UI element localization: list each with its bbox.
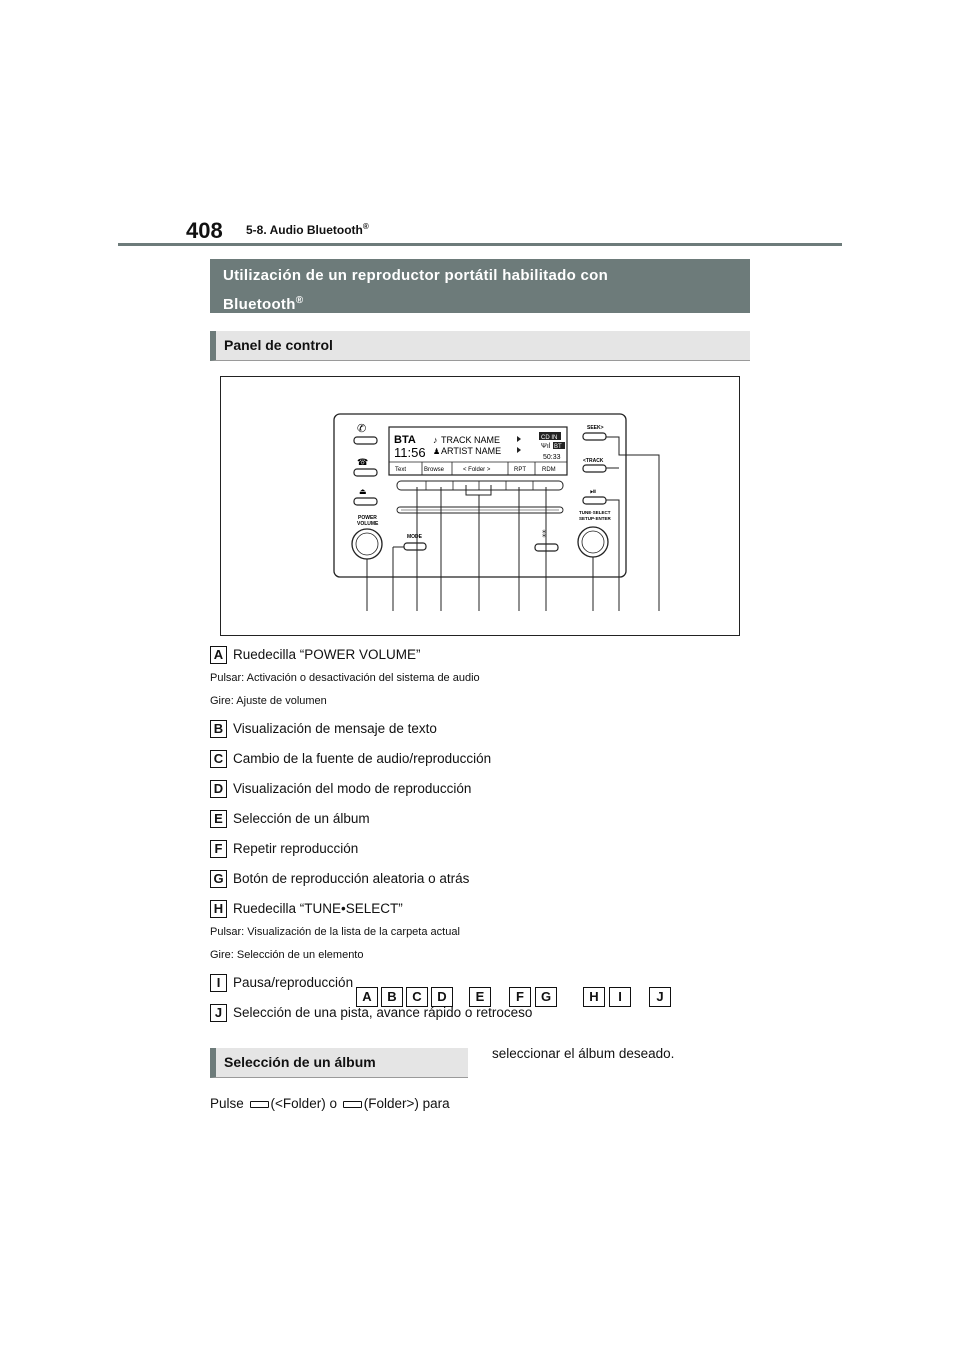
callout-c: C [406,987,428,1007]
mode-button [404,543,426,550]
tune-select-knob [578,527,608,557]
legend-badge: F [210,840,227,858]
album-pulse-text: Pulse [210,1096,244,1111]
hangup-icon: ☎ [357,457,369,467]
callout-j: J [649,987,671,1007]
softkey-browse: Browse [424,467,445,473]
music-note-icon: ♪ [433,435,438,445]
button-icon [343,1101,362,1108]
softkey-text: Text [395,467,407,473]
callout-a: A [356,987,378,1007]
legend-badge: H [210,900,227,918]
callout-h: H [583,987,605,1007]
display-badge-bt: BT [554,444,562,450]
callout-b: B [381,987,403,1007]
person-icon: ♟ [433,447,441,456]
softkey-rpt: RPT [514,467,526,473]
display-badge-cd: CD IN [541,435,558,441]
power-volume-knob [352,529,382,559]
legend-badge: J [210,1004,227,1022]
button-icon [250,1101,269,1108]
legend-text: Selección de un álbum [233,811,370,826]
main-heading-line2: Bluetooth [223,296,296,313]
legend-badge: D [210,780,227,798]
phone-button [354,437,377,444]
album-instruction-right: seleccionar el álbum deseado. [492,1046,675,1061]
display-time: 11:56 [394,445,426,460]
artist-arrow-icon [517,447,521,453]
softkey-folder: < Folder > [463,467,491,473]
main-heading [210,259,750,313]
legend-badge: B [210,720,227,738]
power-label: POWER [358,515,377,521]
legend-text: Selección de una pista, avance rápido o retroceso [233,1005,533,1020]
phone-icon: ✆ [357,423,367,435]
legend-badge: C [210,750,227,768]
album-folder-next: (Folder>) para [363,1096,450,1111]
note-a-press: Pulsar: Activación o desactivación del sistema de audio [210,672,480,684]
album-instruction-left [210,1096,450,1111]
legend-text: Visualización de mensaje de texto [233,721,437,736]
callout-i: I [609,987,631,1007]
callout-g: G [535,987,557,1007]
play-pause-button [583,497,606,504]
legend-badge: E [210,810,227,828]
eject-button [354,498,377,505]
legend-text: Visualización del modo de reproducción [233,781,472,796]
callout-e: E [469,987,491,1007]
page-number: 408 [186,218,223,243]
album-folder-prev: (<Folder) o [270,1096,337,1111]
leader-lines [367,437,659,611]
main-heading-sup: ® [295,295,304,306]
subheading-control-panel [210,331,750,361]
tune-label: TUNE·SELECT [579,510,611,515]
seek-label: SEEK> [587,425,604,431]
setup-label: SETUP·ENTER [579,516,611,521]
main-heading-text [223,263,608,317]
callout-f: F [509,987,531,1007]
subheading-album-text: Selección de un álbum [224,1054,376,1070]
legend-badge: I [210,974,227,992]
fan-icon: ⁑ [542,530,546,539]
main-heading-line1: Utilización de un reproductor portátil habilitado con [223,267,609,284]
signal-icon: Ψıl [541,443,551,450]
hangup-button [354,469,377,476]
section-title-text: 5-8. Audio Bluetooth [246,223,363,237]
display-track: TRACK NAME [441,435,501,445]
legend-text: Cambio de la fuente de audio/reproducción [233,751,492,766]
mode-label: MODE [407,534,422,540]
legend-badge: A [210,646,227,664]
control-panel-illustration [221,377,739,635]
display-source: BTA [394,434,416,446]
header-rule [118,243,842,246]
legend-badge: G [210,870,227,888]
softkey-bar [397,481,563,490]
subheading-control-panel-text: Panel de control [224,337,333,353]
legend-text: Botón de reproducción aleatoria o atrás [233,871,470,886]
volume-label: VOLUME [357,521,379,527]
note-h-press: Pulsar: Visualización de la lista de la carpeta actual [210,926,460,938]
seek-button [583,433,606,440]
softkey-rdm: RDM [542,467,556,473]
section-title-sup: ® [362,222,369,231]
play-pause-icon: ⏯ [590,487,597,496]
track-arrow-icon [517,436,521,442]
eject-icon: ⏏ [359,487,367,496]
track-label: <TRACK [583,458,604,464]
subheading-album [210,1048,468,1078]
track-button [583,465,606,472]
legend-text: Ruedecilla “TUNE•SELECT” [233,901,403,916]
note-h-turn: Gire: Selección de un elemento [210,949,364,961]
legend-text: Pausa/reproducción [233,975,354,990]
callout-d: D [431,987,453,1007]
display-elapsed: 50:33 [543,454,561,461]
legend-text: Ruedecilla “POWER VOLUME” [233,647,421,662]
section-title [246,222,369,237]
display-artist: ARTIST NAME [441,446,502,456]
legend-text: Repetir reproducción [233,841,359,856]
note-a-turn: Gire: Ajuste de volumen [210,695,327,707]
